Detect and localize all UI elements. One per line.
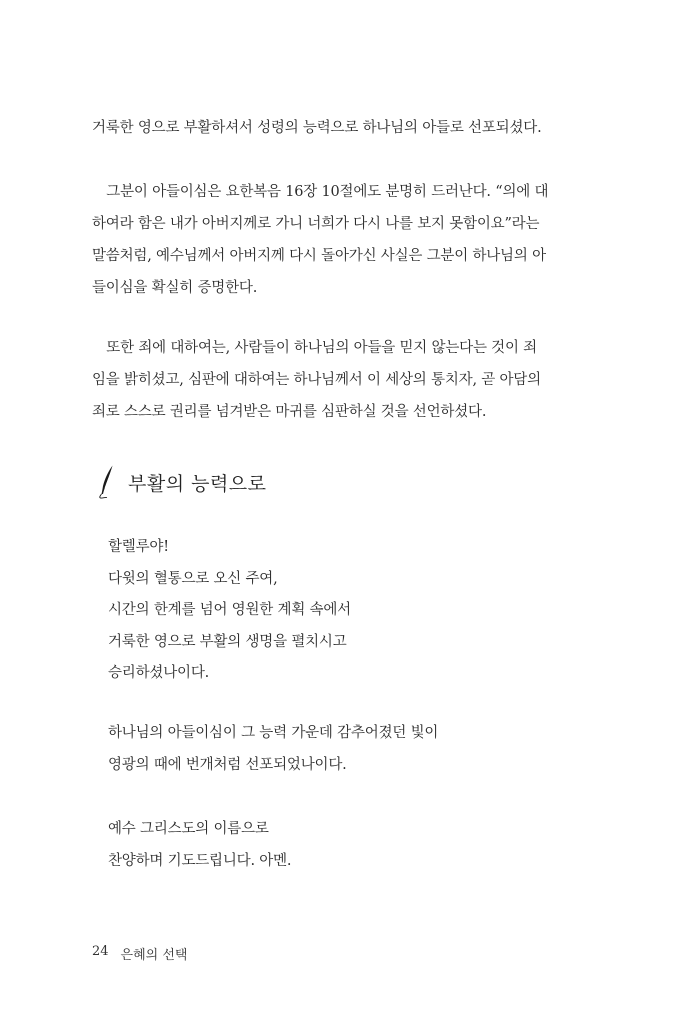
prayer-line: 찬양하며 기도드립니다. 아멘. [108,852,292,869]
text-line: 죄로 스스로 권리를 넘겨받은 마귀를 심판하실 것을 선언하셨다. [92,404,487,420]
text-line: 하여라 함은 내가 아버지께로 가니 너희가 다시 나를 보지 못함이요”라는 [92,216,540,232]
running-title: 은혜의 선택 [120,948,188,963]
prayer-line: 할렐루야! [108,539,169,555]
prayer-line: 승리하셨나이다. [108,665,210,681]
prayer-line: 다윗의 혈통으로 오신 주여, [108,570,278,587]
paragraph-3 [92,332,588,428]
prayer-stanza-1 [108,532,588,690]
section-heading [96,462,267,502]
page-number: 24 [92,944,109,959]
paragraph-2 [92,176,588,304]
prayer-line: 시간의 한계를 넘어 영원한 계획 속에서 [108,602,351,618]
prayer-line: 예수 그리스도의 이름으로 [108,821,269,837]
page-footer [92,944,187,963]
text-line: 그분이 아들이심은 요한복음 16장 10절에도 분명히 드러난다. “의에 대 [92,184,549,200]
text-line: 들이심을 확실히 증명한다. [92,280,258,296]
prayer-line: 영광의 때에 번개처럼 선포되었나이다. [108,756,347,773]
text-line: 말씀처럼, 예수님께서 아버지께 다시 돌아가신 사실은 그분이 하나님의 아 [92,248,546,264]
prayer-stanza-2 [108,718,588,781]
paragraph-1 [92,112,588,144]
prayer-line: 하나님의 아들이심이 그 능력 가운데 감추어졌던 빛이 [108,725,439,741]
section-title: 부활의 능력으로 [128,472,267,495]
prayer-line: 거룩한 영으로 부활의 생명을 펼치시고 [108,633,347,650]
prayer-stanza-3 [108,814,588,877]
text-line: 또한 죄에 대하여는, 사람들이 하나님의 아들을 믿지 않는다는 것이 죄 [92,340,537,356]
text-line: 거룩한 영으로 부활하셔서 성령의 능력으로 하나님의 아들로 선포되셨다. [92,120,542,136]
text-line: 임을 밝히셨고, 심판에 대하여는 하나님께서 이 세상의 통치자, 곧 아담의 [92,372,541,388]
quill-pen-icon [96,464,118,500]
